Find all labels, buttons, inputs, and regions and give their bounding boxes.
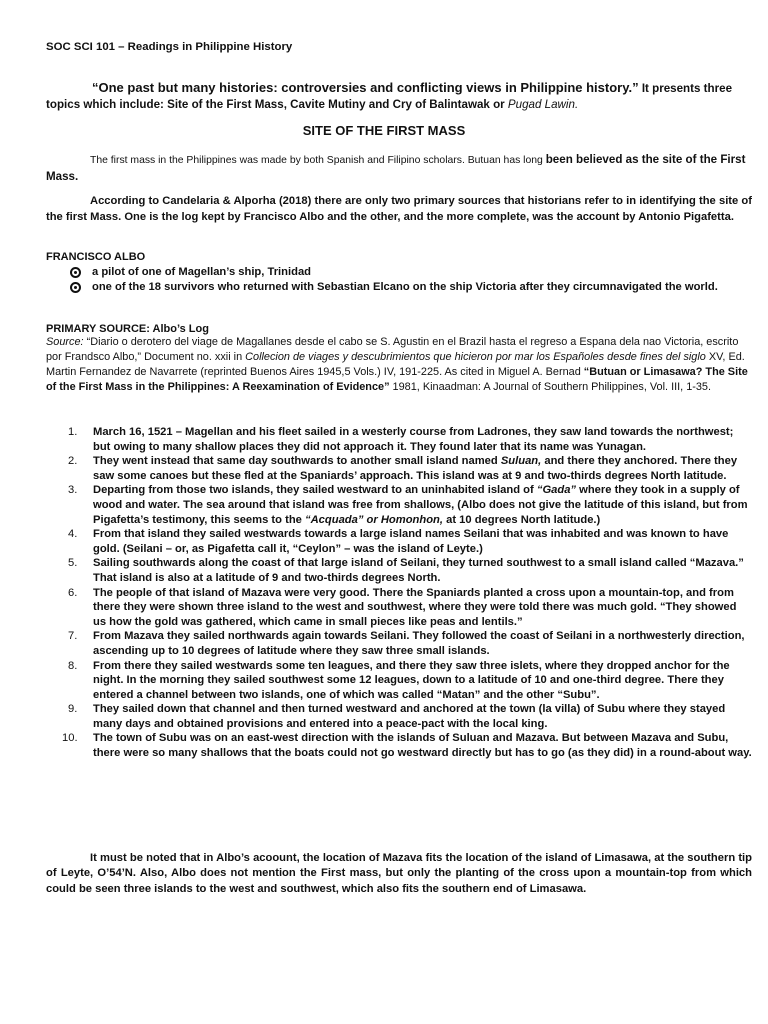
log-item-text: Departing from those two islands, they sailed westward to an uninhabited island of <box>93 484 537 497</box>
log-item <box>46 483 752 527</box>
log-item-number: 6. <box>68 586 78 599</box>
log-item-text: where they took in a supply of wood and water. The sea around that island was free from shallows, (Albo does not give the latitude of this island, but from Pigafetta’s testimony, this seems to the <box>93 484 748 526</box>
log-item-text: The people of that island of Mazava were very good. There the Spaniards planted a cross upon a mountain-top, and from there they were shown three island to the west and southwest, where they were told there was much gold. “They showed us how the gold was gathered, which came in small pieces like peas and lentils.” <box>93 586 737 628</box>
bullet-item <box>92 280 732 295</box>
intro-text: It presents three topics which include: Site of the First Mass, Cavite Mutiny and Cry of Balintawak or <box>46 82 733 111</box>
log-item-number: 3. <box>68 484 78 497</box>
paragraph-first-mass <box>46 152 752 185</box>
log-item-text: Sailing southwards along the coast of that large island of Seilani, they turned southwest to a small island called “Mazava.” That island is also at a latitude of 9 and two-thirds degrees North. <box>93 557 744 584</box>
source-label: Source: <box>46 336 84 348</box>
log-item-text: at 10 degrees North latitude.) <box>442 513 601 526</box>
paragraph-primary-sources: According to Candelaria & Alporha (2018) there are only two primary sources that historians refer to in identifying the site of the first Mass. One is the log kept by Francisco Albo and the other, and the more complete, was the account by Antonio Pigafetta. <box>46 195 752 223</box>
bullet-icon <box>70 267 81 278</box>
log-item-italic: “Acquada” or Homonhon, <box>305 513 443 526</box>
log-item-number: 7. <box>68 630 78 643</box>
log-item <box>46 629 752 658</box>
bullet-icon <box>70 282 81 293</box>
log-item-number: 4. <box>68 528 78 541</box>
log-item <box>46 527 752 556</box>
log-item-text: From Mazava they sailed northwards again towards Seilani. They followed the coast of Seilani in a northwesterly direction, ascending up to 10 degrees of latitude where they saw three small islands. <box>93 630 745 657</box>
albo-log-list <box>46 425 752 761</box>
paragraph-first-mass-emphasis: been believed as the site of the First Mass. <box>46 153 746 183</box>
log-item-text: From that island they sailed westwards towards a large island names Seilani that was inhabited and was known to have gold. (Seilani – or, as Pigafetta call it, “Ceylon” – was the island of Leyte.) <box>93 528 729 555</box>
log-item-italic: Suluan, <box>500 455 542 468</box>
source-bold-title: “Butuan or Limasawa? The Site of the First Mass in the Philippines: A Reexamination of Evidence” <box>46 365 748 393</box>
heading-primary-source: PRIMARY SOURCE: Albo’s Log <box>46 323 209 335</box>
log-item <box>46 425 752 454</box>
log-item-number: 9. <box>68 703 78 716</box>
bullet-text: a pilot of one of Magellan’s ship, Trinidad <box>92 266 311 278</box>
log-item-number: 5. <box>68 557 78 570</box>
log-item-text: They went instead that same day southwards to another small island named <box>93 455 501 468</box>
log-item-number: 2. <box>68 455 78 468</box>
source-text-3: 1981, Kinaadman: A Journal of Southern Philippines, Vol. III, 1-35. <box>389 380 712 393</box>
log-item <box>46 702 752 731</box>
intro-italic: Pugad Lawin. <box>507 98 579 111</box>
source-citation <box>46 335 752 395</box>
source-text-2: XV, Ed. Martin Fernandez de Navarrete (reprinted Buenos Aires 1945,5 Vols.) IV, 191-225. As cited in Miguel A. Bernad <box>46 350 745 378</box>
log-item-number: 8. <box>68 659 78 672</box>
course-header: SOC SCI 101 – Readings in Philippine History <box>46 41 293 53</box>
log-item-date: March 16, 1521 <box>93 426 173 438</box>
log-item <box>46 731 752 760</box>
heading-francisco-albo: FRANCISCO ALBO <box>46 251 146 263</box>
log-item-number: 1. <box>68 426 78 438</box>
log-item-text: The town of Subu was on an east-west direction with the islands of Suluan and Mazava. But between Mazava and Subu, there were so many shallows that the boats could not go westward directly but has to go (as they did) in a round-about way. <box>93 732 752 760</box>
paragraph-first-mass-text: The first mass in the Philippines was made by both Spanish and Filipino scholars. Butuan has long <box>90 155 546 166</box>
log-item <box>46 586 752 630</box>
intro-quote: “One past but many histories: controversies and conflicting views in Philippine history.” <box>92 80 639 95</box>
log-item-text: From there they sailed westwards some ten leagues, and there they saw three islets, where they dropped anchor for the night. In the morning they sailed southwest some 12 leagues, down to a latitude of 10 and one-third degree. There they entered a channel between two islands, one of which was called “Matan” and the other “Subu”. <box>93 659 730 701</box>
log-item <box>46 454 752 483</box>
source-italic-title: Collecion de viages y descubrimientos que hicieron por mar los Españoles desde fines del siglo <box>245 350 706 363</box>
bullet-text: one of the 18 survivors who returned with Sebastian Elcano on the ship Victoria after they circumnavigated the world. <box>92 281 718 293</box>
bullet-item <box>92 265 732 280</box>
source-text-1: “Diario o derotero del viage de Magallanes desde el cabo se S. Agustin en el Brazil hasta el regreso a Espana dela nao Victoria, escrito por Frandsco Albo,” Document no. xxii in <box>46 336 739 363</box>
log-item <box>46 659 752 703</box>
section-title: SITE OF THE FIRST MASS <box>302 123 466 138</box>
log-item-text: and there they anchored. There they saw some canoes but these fled at the Spaniards’ approach. This island was at 9 and two-thirds degrees North latitude. <box>93 455 738 482</box>
intro-paragraph <box>46 80 752 113</box>
log-item-italic: “Gada” <box>536 484 577 497</box>
closing-paragraph: It must be noted that in Albo’s acoount, the location of Mazava fits the location of the island of Limasawa, at the southern tip of Leyte, O’54’N. Also, Albo does not mention the First mass, but only the planting of the cross upon a mountain-top from which could be seen three islands to the west and southwest, which also fits the southern end of Limasawa. <box>46 852 752 895</box>
log-item-text: They sailed down that channel and then turned westward and anchored at the town (la villa) of Subu where they stayed many days and obtained provisions and entered into a peace-pact with the local king. <box>93 703 726 730</box>
log-item <box>46 556 752 585</box>
log-item-number: 10. <box>62 732 78 745</box>
log-item-text: – Magellan and his fleet sailed in a westerly course from Ladrones, they saw land towards the northwest; but owing to many shallow places they did not approach it. They found later that its name was Yunagan. <box>93 426 734 453</box>
